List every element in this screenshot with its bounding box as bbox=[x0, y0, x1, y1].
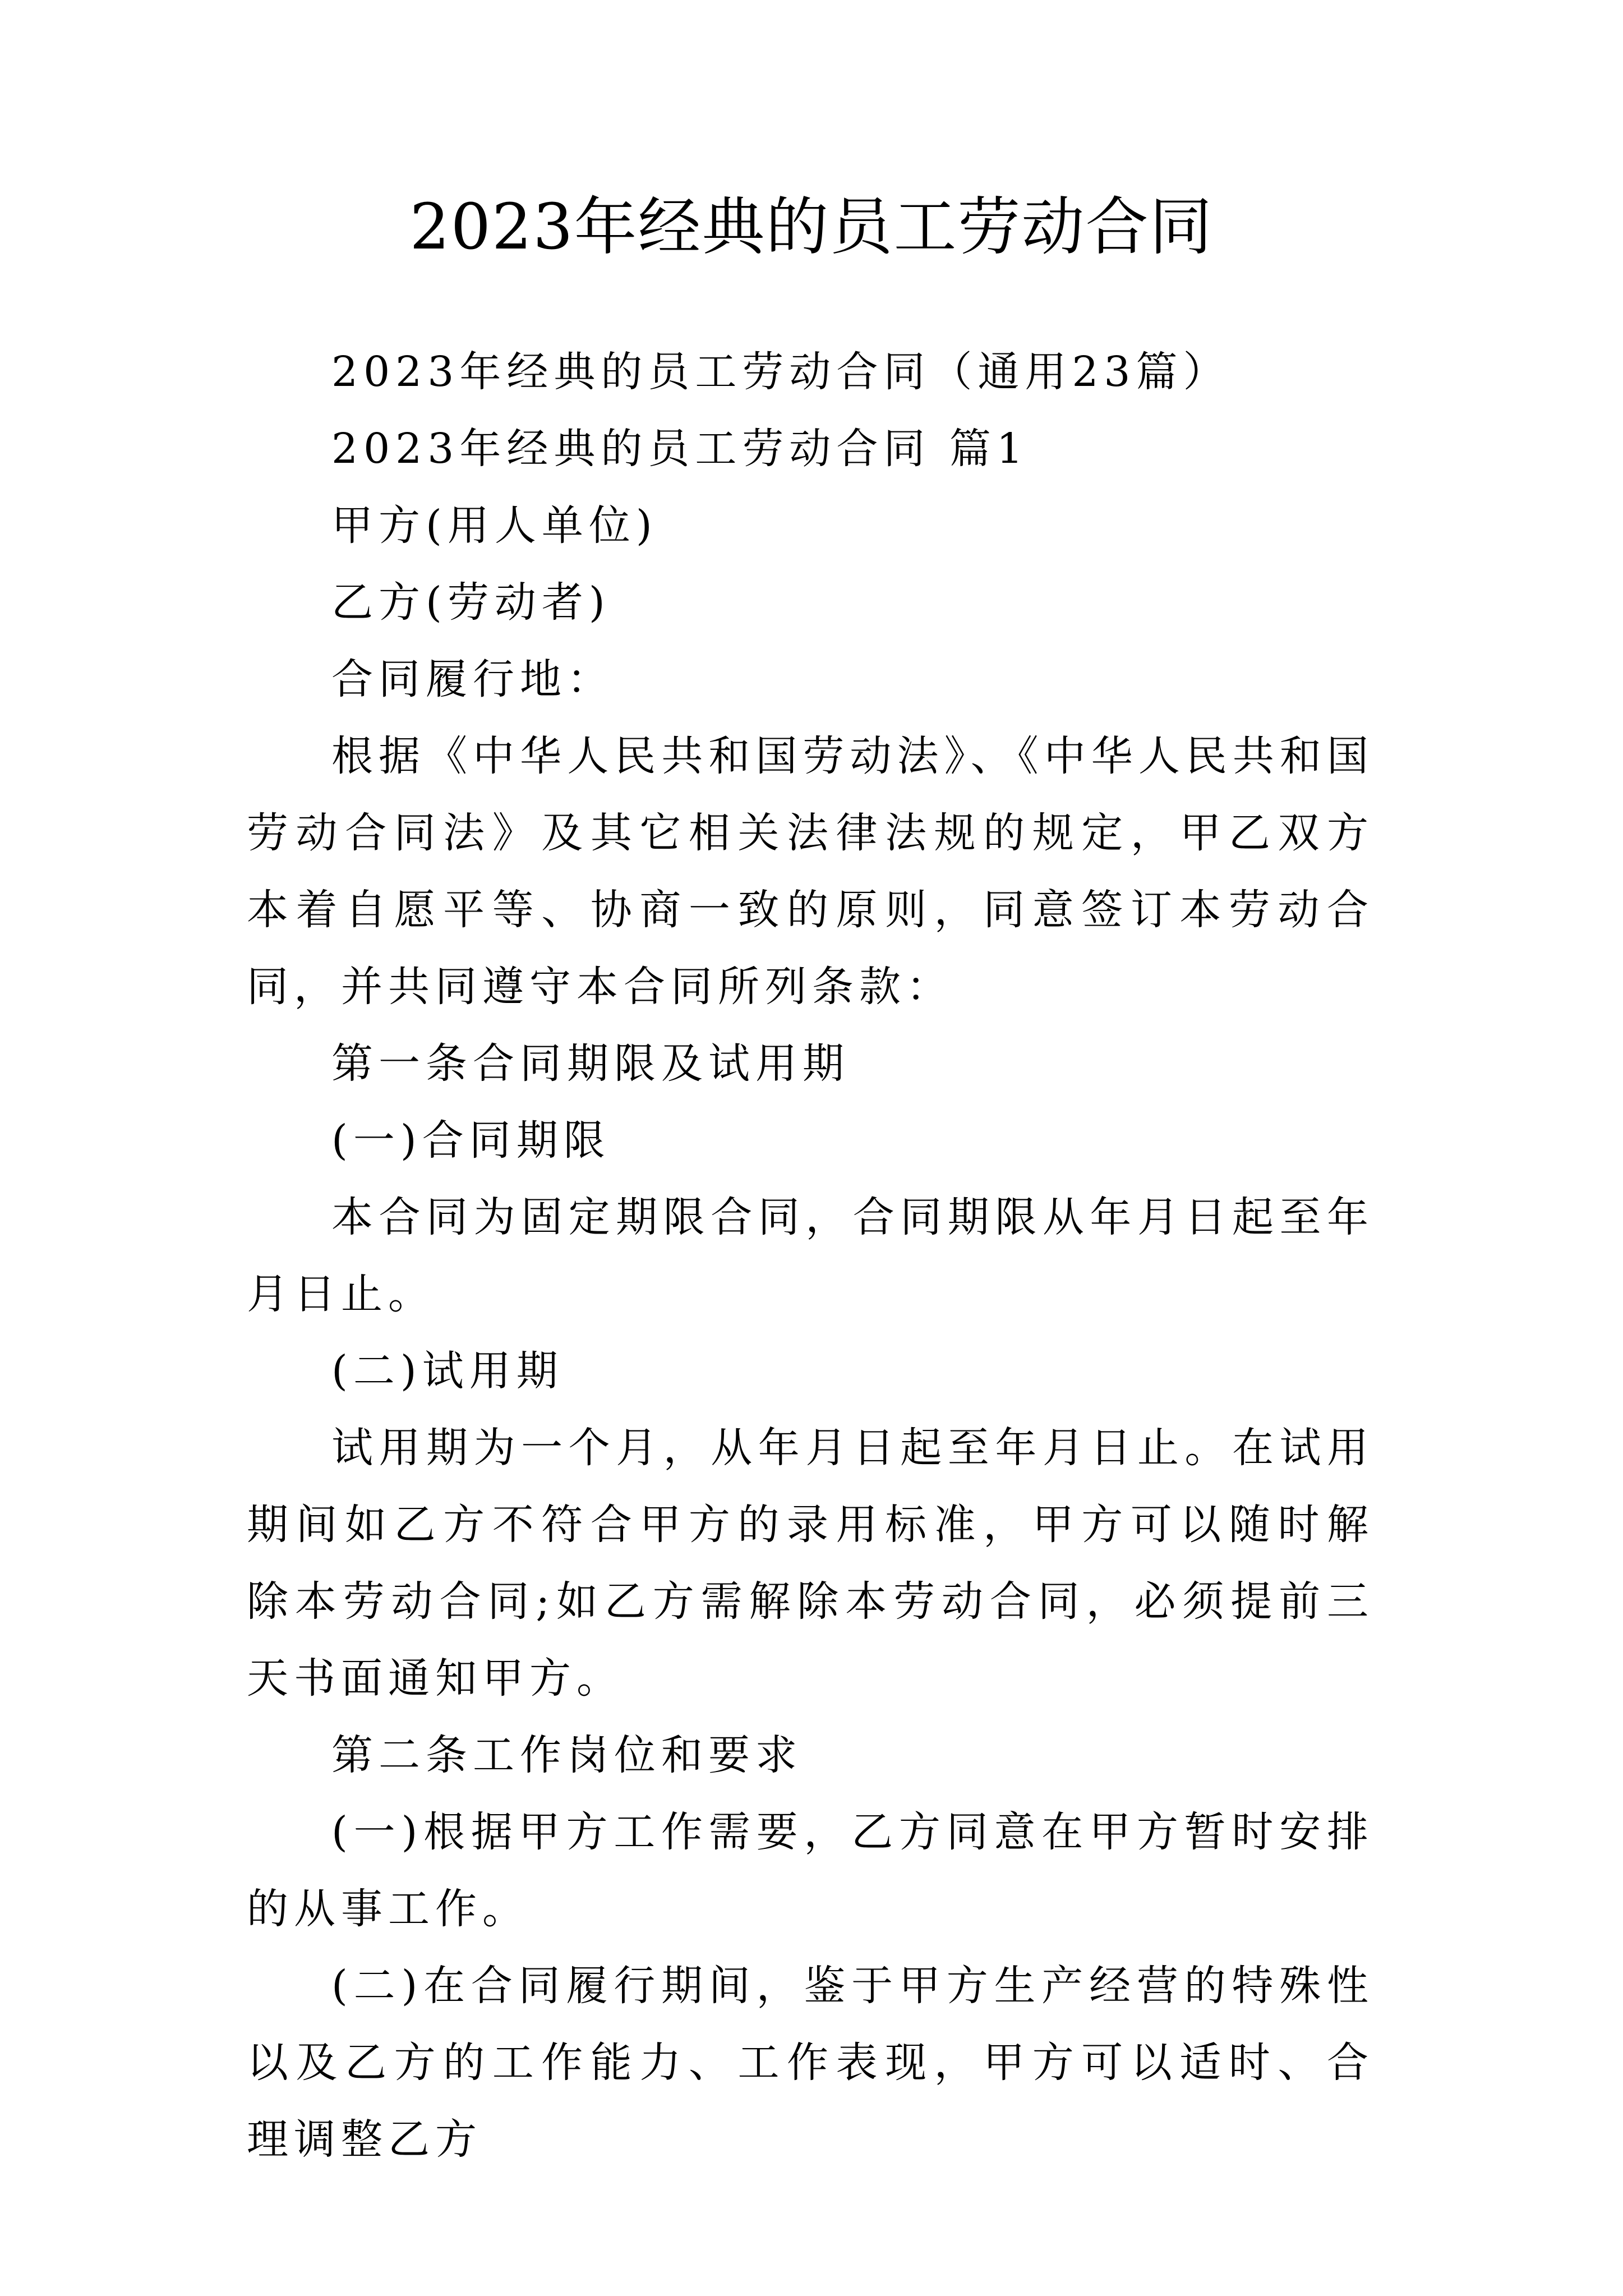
paragraph-party-a: 甲方(用人单位) bbox=[331, 501, 658, 550]
paragraph-probation: 试用期为一个月，从年月日起至年月日止。在试用期间如乙方不符合甲方的录用标准，甲方可以随时解除本劳动合同;如乙方需解除本劳动合同，必须提前三天书面通知甲方。 bbox=[247, 1424, 1374, 1703]
document-title: 2023年经典的员工劳动合同 bbox=[409, 191, 1214, 264]
paragraph-article-1-heading: 第一条合同期限及试用期 bbox=[331, 1039, 850, 1088]
paragraph-preamble: 根据《中华人民共和国劳动法》、《中华人民共和国劳动合同法》及其它相关法律法规的规定，甲乙双方本着自愿平等、协商一致的原则，同意签订本劳动合同，并共同遵守本合同所列条款： bbox=[247, 732, 1374, 1011]
paragraph-party-b: 乙方(劳动者) bbox=[331, 578, 611, 627]
paragraph-contract-term-heading: (一)合同期限 bbox=[331, 1116, 611, 1165]
paragraph-job-assignment: (一)根据甲方工作需要，乙方同意在甲方暂时安排的从事工作。 bbox=[247, 1808, 1374, 1933]
paragraph-place-of-performance: 合同履行地： bbox=[331, 655, 614, 703]
paragraph-contract-term: 本合同为固定期限合同，合同期限从年月日起至年月日止。 bbox=[247, 1193, 1374, 1318]
document-body bbox=[247, 334, 1374, 2178]
paragraph-article-2-heading: 第二条工作岗位和要求 bbox=[331, 1731, 803, 1779]
paragraph-probation-heading: (二)试用期 bbox=[331, 1347, 564, 1395]
paragraph-section-heading: 2023年经典的员工劳动合同 篇1 bbox=[331, 425, 1029, 473]
paragraph-subtitle: 2023年经典的员工劳动合同（通用23篇） bbox=[331, 348, 1230, 396]
paragraph-job-adjustment: (二)在合同履行期间，鉴于甲方生产经营的特殊性以及乙方的工作能力、工作表现，甲方可以适时、合理调整乙方 bbox=[247, 1962, 1374, 2164]
